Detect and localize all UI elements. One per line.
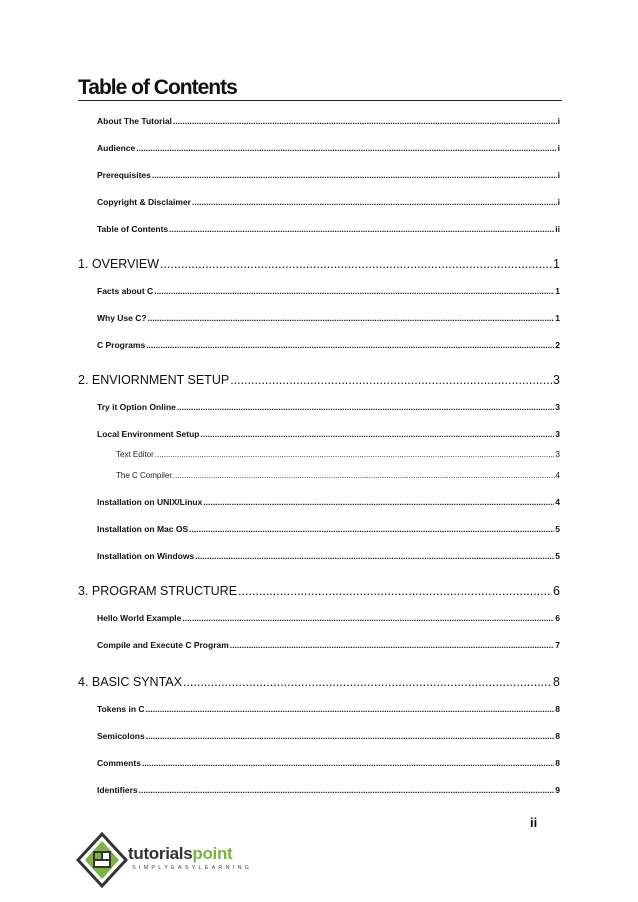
toc-entry-label: 4. BASIC SYNTAX — [78, 675, 182, 689]
toc-entry-label: Facts about C — [97, 286, 154, 296]
toc-dot-leader — [152, 170, 557, 180]
tutorialspoint-logo-icon — [76, 832, 128, 888]
toc-entry[interactable] — [97, 551, 560, 561]
toc-entry[interactable] — [97, 613, 560, 623]
toc-dot-leader — [192, 197, 557, 207]
toc-dot-leader — [148, 313, 555, 323]
toc-dot-leader — [195, 551, 554, 561]
toc-entry-page: 1 — [553, 257, 560, 271]
toc-entry[interactable] — [97, 340, 560, 350]
toc-entry-label: Table of Contents — [97, 224, 169, 234]
toc-entry-label: Why Use C? — [97, 313, 147, 323]
toc-entry-label: Copyright & Disclaimer — [97, 197, 191, 207]
toc-entry-label: Text Editor — [116, 450, 154, 459]
toc-dot-leader — [146, 731, 555, 741]
toc-entry-label: 2. ENVIORNMENT SETUP — [78, 373, 230, 387]
toc-entry-page: 2 — [555, 340, 560, 350]
toc-entry[interactable] — [97, 524, 560, 534]
toc-entry-page: 3 — [555, 402, 560, 412]
toc-entry-page: 6 — [553, 584, 560, 598]
toc-entry-page: 5 — [555, 524, 560, 534]
toc-dot-leader — [177, 402, 554, 412]
toc-entry[interactable] — [97, 224, 560, 234]
toc-entry[interactable] — [97, 731, 560, 741]
toc-entry-label: Prerequisites — [97, 170, 151, 180]
toc-entry-page: 7 — [555, 640, 560, 650]
toc-entry[interactable] — [97, 116, 560, 126]
toc-dot-leader — [173, 116, 557, 126]
toc-dot-leader — [182, 613, 554, 623]
toc-dot-leader — [136, 143, 556, 153]
toc-entry-page: 4 — [555, 471, 560, 480]
toc-dot-leader — [173, 471, 555, 480]
toc-entry[interactable] — [97, 143, 560, 153]
toc-entry-page: 5 — [555, 551, 560, 561]
toc-dot-leader — [155, 450, 555, 459]
toc-entry-label: Installation on Windows — [97, 551, 195, 561]
toc-entry[interactable] — [97, 785, 560, 795]
toc-entry-label: Installation on Mac OS — [97, 524, 189, 534]
toc-entry-label: Try it Option Online — [97, 402, 176, 412]
toc-entry-page: 3 — [553, 373, 560, 387]
toc-dot-leader — [169, 224, 554, 234]
toc-entry-label: Tokens in C — [97, 704, 145, 714]
toc-entry-label: 1. OVERVIEW — [78, 257, 160, 271]
logo-tagline: SIMPLYEASYLEARNING — [132, 865, 253, 871]
toc-dot-leader — [139, 785, 555, 795]
toc-entry-label: Compile and Execute C Program — [97, 640, 229, 650]
toc-entry[interactable] — [97, 704, 560, 714]
toc-dot-leader — [203, 497, 554, 507]
toc-entry-label: Audience — [97, 143, 136, 153]
toc-entry-page: 1 — [555, 313, 560, 323]
toc-entry[interactable] — [97, 640, 560, 650]
toc-entry-label: About The Tutorial — [97, 116, 172, 126]
toc-entry-label: 3. PROGRAM STRUCTURE — [78, 584, 238, 598]
toc-entry-page: 1 — [555, 286, 560, 296]
toc-entry-page: i — [557, 197, 560, 207]
toc-entry-label: Semicolons — [97, 731, 145, 741]
toc-dot-leader — [142, 758, 554, 768]
toc-entry-page: i — [557, 116, 560, 126]
toc-dot-leader — [201, 429, 555, 439]
toc-entry-page: 8 — [555, 704, 560, 714]
toc-entry-page: 3 — [555, 429, 560, 439]
toc-dot-leader — [146, 704, 555, 714]
toc-entry-page: i — [557, 170, 560, 180]
toc-entry-page: 6 — [555, 613, 560, 623]
toc-chapter-entry[interactable] — [78, 584, 560, 598]
toc-dot-leader — [146, 340, 554, 350]
toc-entry-label: The C Compiler — [116, 471, 173, 480]
toc-entry-page: 4 — [555, 497, 560, 507]
toc-entry-page: ii — [555, 224, 560, 234]
toc-entry-label: Comments — [97, 758, 141, 768]
toc-entry[interactable] — [97, 286, 560, 296]
toc-dot-leader — [154, 286, 554, 296]
tutorialspoint-logo — [76, 832, 276, 888]
toc-entry-page: 9 — [555, 785, 560, 795]
toc-entry[interactable] — [97, 758, 560, 768]
logo-word-point: point — [192, 844, 233, 863]
toc-dot-leader — [230, 373, 552, 387]
toc-entry-page: 8 — [553, 675, 560, 689]
toc-entry[interactable] — [97, 402, 560, 412]
toc-chapter-entry[interactable] — [78, 257, 560, 271]
logo-wordmark — [128, 844, 232, 864]
toc-entry-label: Installation on UNIX/Linux — [97, 497, 203, 507]
toc-dot-leader — [230, 640, 554, 650]
toc-entry[interactable] — [97, 429, 560, 439]
toc-chapter-entry[interactable] — [78, 675, 560, 689]
toc-entry-page: 8 — [555, 758, 560, 768]
toc-entry[interactable] — [97, 497, 560, 507]
toc-entry-label: C Programs — [97, 340, 146, 350]
toc-entry-page: 3 — [555, 450, 560, 459]
toc-entry-label: Local Environment Setup — [97, 429, 200, 439]
toc-subentry[interactable] — [116, 471, 560, 480]
toc-entry[interactable] — [97, 170, 560, 180]
title-rule — [78, 100, 562, 101]
toc-dot-leader — [160, 257, 552, 271]
page-number: ii — [530, 815, 538, 830]
toc-entry[interactable] — [97, 313, 560, 323]
toc-dot-leader — [238, 584, 552, 598]
toc-dot-leader — [189, 524, 554, 534]
toc-entry[interactable] — [97, 197, 560, 207]
toc-subentry[interactable] — [116, 450, 560, 459]
toc-dot-leader — [183, 675, 552, 689]
toc-title: Table of Contents — [78, 76, 237, 99]
toc-entry-label: Identifiers — [97, 785, 138, 795]
logo-word-tutorials: tutorials — [128, 844, 193, 863]
toc-entry-label: Hello World Example — [97, 613, 182, 623]
toc-entry-page: i — [557, 143, 560, 153]
toc-entry-page: 8 — [555, 731, 560, 741]
toc-chapter-entry[interactable] — [78, 373, 560, 387]
